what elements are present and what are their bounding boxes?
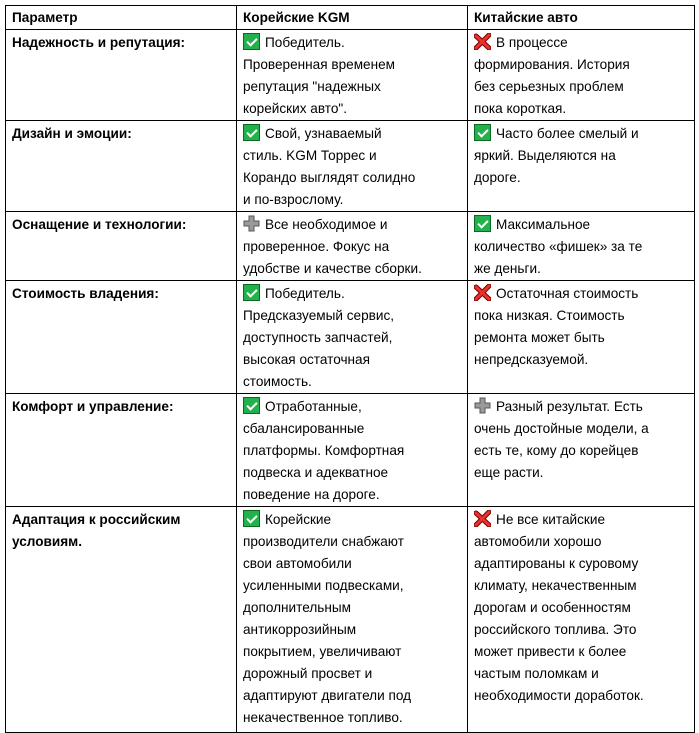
table-row bbox=[6, 281, 695, 394]
kgm-cell bbox=[237, 30, 468, 121]
china-cell bbox=[468, 212, 695, 281]
cross-icon bbox=[474, 33, 491, 50]
kgm-text: Победитель. Проверенная временем репутация "надежных корейских авто". bbox=[243, 35, 396, 116]
check-icon bbox=[243, 284, 260, 301]
china-text: Часто более смелый и яркий. Выделяются на дороге. bbox=[474, 126, 639, 185]
china-text: В процессе формирования. История без серьезных проблем пока короткая. bbox=[474, 35, 630, 116]
table-row bbox=[6, 30, 695, 121]
header-row bbox=[6, 6, 695, 30]
china-text: Максимальное количество «фишек» за те же деньги. bbox=[474, 217, 643, 276]
kgm-cell bbox=[237, 394, 468, 507]
parameter-cell: Адаптация к российским условиям. bbox=[6, 507, 237, 733]
kgm-cell bbox=[237, 121, 468, 212]
table-row bbox=[6, 394, 695, 507]
check-icon bbox=[243, 124, 260, 141]
check-icon bbox=[474, 215, 491, 232]
plus-icon bbox=[474, 397, 491, 414]
kgm-cell bbox=[237, 281, 468, 394]
parameter-cell: Оснащение и технологии: bbox=[6, 212, 237, 281]
table-row bbox=[6, 121, 695, 212]
header-kgm: Корейские KGM bbox=[237, 6, 468, 30]
kgm-text: Корейские производители снабжают свои автомобили усиленными подвесками, дополнительным антикоррозийным покрытием, увеличивают дорожный просвет и адаптируют двигатели под некачественное топливо. bbox=[243, 512, 412, 725]
parameter-cell: Комфорт и управление: bbox=[6, 394, 237, 507]
parameter-cell: Надежность и репутация: bbox=[6, 30, 237, 121]
china-cell bbox=[468, 507, 695, 733]
check-icon bbox=[243, 33, 260, 50]
china-cell bbox=[468, 394, 695, 507]
check-icon bbox=[243, 397, 260, 414]
check-icon bbox=[243, 510, 260, 527]
china-text: Не все китайские автомобили хорошо адаптированы к суровому климату, некачественным дорогам и особенностям российского топлива. Это может привести к более частым поломкам и необходимости доработок. bbox=[474, 512, 644, 703]
parameter-cell: Стоимость владения: bbox=[6, 281, 237, 394]
cross-icon bbox=[474, 284, 491, 301]
china-text: Разный результат. Есть очень достойные модели, а есть те, кому до корейцев еще расти. bbox=[474, 399, 649, 480]
kgm-text: Все необходимое и проверенное. Фокус на удобстве и качестве сборки. bbox=[243, 217, 422, 276]
table-row bbox=[6, 212, 695, 281]
china-text: Остаточная стоимость пока низкая. Стоимость ремонта может быть непредсказуемой. bbox=[474, 286, 639, 367]
check-icon bbox=[474, 124, 491, 141]
china-cell bbox=[468, 121, 695, 212]
kgm-text: Свой, узнаваемый стиль. KGM Торрес и Корандо выглядят солидно и по-взрослому. bbox=[243, 126, 416, 207]
parameter-cell: Дизайн и эмоции: bbox=[6, 121, 237, 212]
plus-icon bbox=[243, 215, 260, 232]
china-cell bbox=[468, 281, 695, 394]
kgm-text: Победитель. Предсказуемый сервис, доступность запчастей, высокая остаточная стоимость. bbox=[243, 286, 395, 389]
kgm-text: Отработанные, сбалансированные платформы. Комфортная подвеска и адекватное поведение на дороге. bbox=[243, 399, 405, 502]
china-cell bbox=[468, 30, 695, 121]
kgm-cell bbox=[237, 507, 468, 733]
table-row bbox=[6, 507, 695, 733]
header-china: Китайские авто bbox=[468, 6, 695, 30]
cross-icon bbox=[474, 510, 491, 527]
comparison-table bbox=[5, 5, 695, 733]
header-parameter: Параметр bbox=[6, 6, 237, 30]
kgm-cell bbox=[237, 212, 468, 281]
